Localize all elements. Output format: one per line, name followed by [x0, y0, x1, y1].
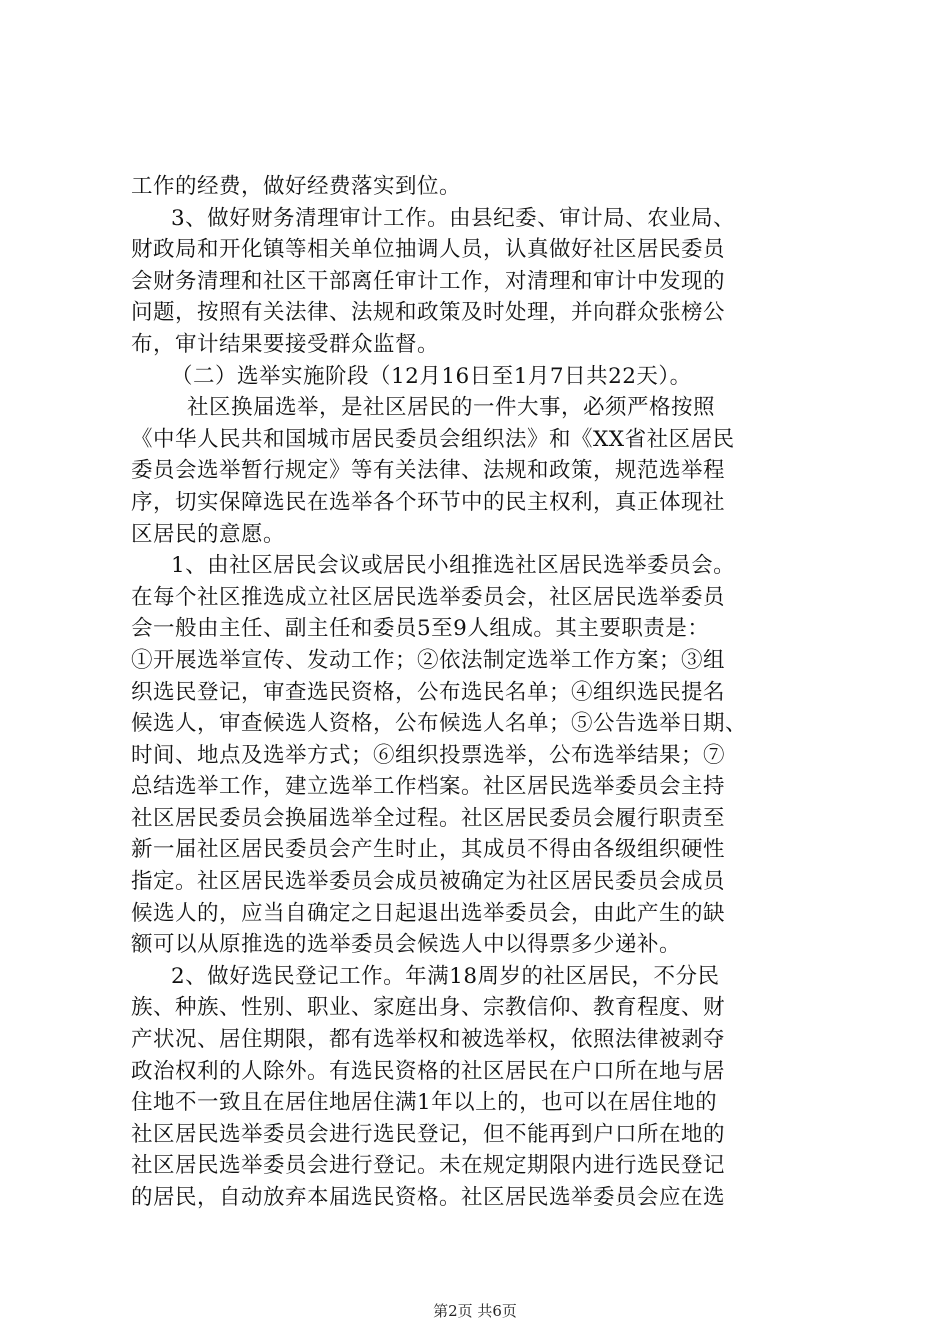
- text-line: 候选人的，应当自确定之日起退出选举委员会，由此产生的缺: [131, 900, 726, 926]
- text-line: 3、做好财务清理审计工作。由县纪委、审计局、农业局、: [171, 205, 736, 231]
- text-line: 会一般由主任、副主任和委员5至9人组成。其主要职责是：: [131, 616, 710, 642]
- text-line: 《中华人民共和国城市居民委员会组织法》和《XX省社区居民: [131, 426, 735, 452]
- text-line: 财政局和开化镇等相关单位抽调人员，认真做好社区居民委员: [131, 237, 726, 263]
- section-heading: （二）选举实施阶段（12月16日至1月7日共22天）。: [171, 363, 692, 389]
- page-number-footer: 第2页 共6页: [433, 1302, 517, 1320]
- text-line: 在每个社区推选成立社区居民选举委员会，社区居民选举委员: [131, 584, 726, 610]
- text-line: 序，切实保障选民在选举各个环节中的民主权利，真正体现社: [131, 489, 726, 515]
- text-line: 问题，按照有关法律、法规和政策及时处理，并向群众张榜公: [131, 300, 726, 326]
- text-line: 指定。社区居民选举委员会成员被确定为社区居民委员会成员: [131, 869, 726, 895]
- text-line: 社区换届选举，是社区居民的一件大事，必须严格按照: [187, 395, 716, 421]
- text-line: 政治权利的人除外。有选民资格的社区居民在户口所在地与居: [131, 1058, 726, 1084]
- text-line: ①开展选举宣传、发动工作；②依法制定选举工作方案；③组: [131, 647, 726, 673]
- text-line: 1、由社区居民会议或居民小组推选社区居民选举委员会。: [171, 553, 736, 579]
- text-line: 时间、地点及选举方式；⑥组织投票选举，公布选举结果；⑦: [131, 742, 726, 768]
- text-line: 额可以从原推选的选举委员会候选人中以得票多少递补。: [131, 932, 682, 958]
- text-line: 社区居民选举委员会进行选民登记，但不能再到户口所在地的: [131, 1121, 726, 1147]
- text-line: 族、种族、性别、职业、家庭出身、宗教信仰、教育程度、财: [131, 995, 726, 1021]
- text-line: 委员会选举暂行规定》等有关法律、法规和政策，规范选举程: [131, 458, 726, 484]
- text-line: 2、做好选民登记工作。年满18周岁的社区居民，不分民: [171, 963, 720, 989]
- text-line: 工作的经费，做好经费落实到位。: [131, 174, 462, 199]
- text-line: 候选人，审查候选人资格，公布候选人名单；⑤公告选举日期、: [131, 711, 748, 737]
- text-line: 布，审计结果要接受群众监督。: [131, 331, 440, 357]
- text-line: 产状况、居住期限，都有选举权和被选举权，依照法律被剥夺: [131, 1027, 726, 1053]
- text-line: 社区居民选举委员会进行登记。未在规定期限内进行选民登记: [131, 1153, 726, 1179]
- text-line: 总结选举工作，建立选举工作档案。社区居民选举委员会主持: [131, 774, 726, 800]
- text-line: 织选民登记，审查选民资格，公布选民名单；④组织选民提名: [131, 679, 726, 705]
- text-line: 区居民的意愿。: [131, 521, 286, 547]
- text-line: 的居民，自动放弃本届选民资格。社区居民选举委员会应在选: [131, 1185, 726, 1210]
- text-line: 新一届社区居民委员会产生时止，其成员不得由各级组织硬性: [131, 837, 726, 863]
- document-body: [131, 171, 826, 1214]
- text-line: 社区居民委员会换届选举全过程。社区居民委员会履行职责至: [131, 805, 726, 831]
- text-line: 会财务清理和社区干部离任审计工作，对清理和审计中发现的: [131, 268, 726, 294]
- text-line: 住地不一致且在居住地居住满1年以上的，也可以在居住地的: [131, 1090, 718, 1116]
